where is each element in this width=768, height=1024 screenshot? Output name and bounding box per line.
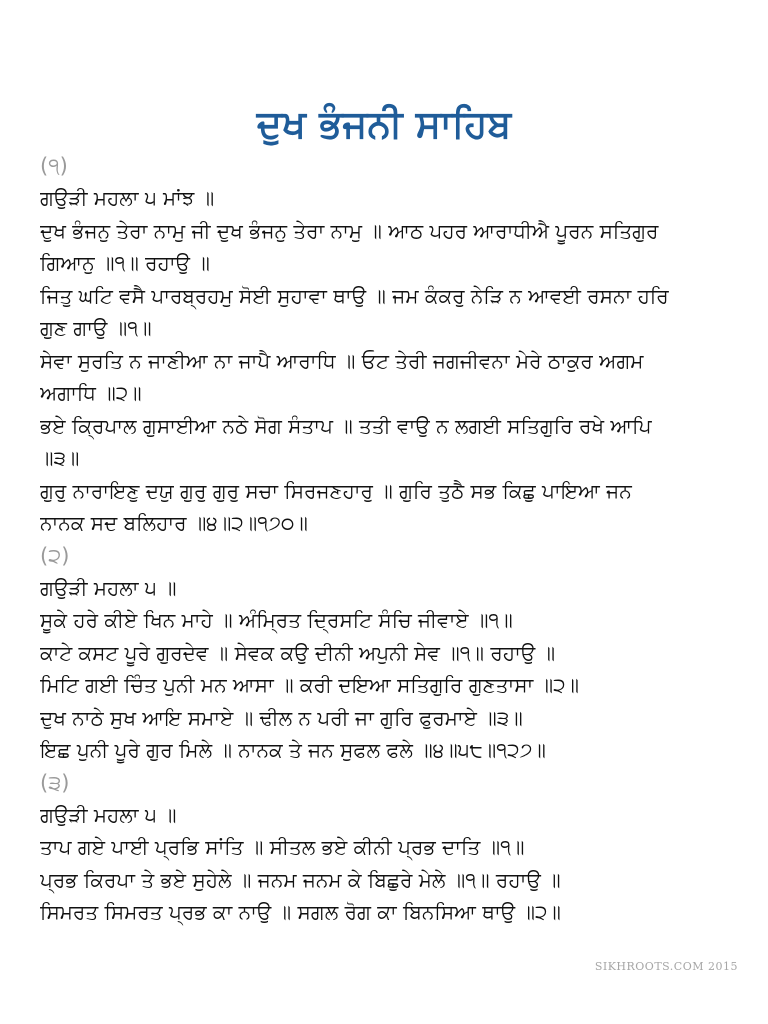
verse-line: ਇਛ ਪੁਨੀ ਪੂਰੇ ਗੁਰ ਮਿਲੇ ॥ ਨਾਨਕ ਤੇ ਜਨ ਸੁਫਲ ਫਲੇ ॥੪॥੫੮॥੧੨੭॥: [40, 738, 546, 762]
section-number: (੨): [40, 543, 70, 568]
verse-line: ॥੩॥: [40, 446, 80, 470]
verse-line: ਗਉੜੀ ਮਹਲਾ ੫ ॥: [40, 575, 177, 600]
section-number: (੧): [40, 154, 68, 178]
section-number: (੩): [40, 770, 70, 795]
verse-line: ਗਉੜੀ ਮਹਲਾ ੫ ॥: [40, 802, 177, 827]
verse-line: ਨਾਨਕ ਸਦ ਬਲਿਹਾਰ ॥੪॥੨॥੧੭੦॥: [40, 511, 308, 535]
verse-line: ਦੁਖ ਨਾਠੇ ਸੁਖ ਆਇ ਸਮਾਏ ॥ ਢੀਲ ਨ ਪਰੀ ਜਾ ਗੁਰਿ ਫੁਰਮਾਏ ॥੩॥: [40, 705, 523, 730]
verse-line: ਕਾਟੇ ਕਸਟ ਪੂਰੇ ਗੁਰਦੇਵ ॥ ਸੇਵਕ ਕਉ ਦੀਨੀ ਅਪੁਨੀ ਸੇਵ ॥੧॥ ਰਹਾਉ ॥: [40, 640, 556, 665]
verse-line: ਸੇਵਾ ਸੁਰਤਿ ਨ ਜਾਣੀਆ ਨਾ ਜਾਪੈ ਆਰਾਧਿ ॥ ਓਟ ਤੇਰੀ ਜਗਜੀਵਨਾ ਮੇਰੇ ਠਾਕੁਰ ਅਗਮ: [40, 348, 644, 373]
verse-line: ਮਿਟਿ ਗਈ ਚਿੰਤ ਪੁਨੀ ਮਨ ਆਸਾ ॥ ਕਰੀ ਦਇਆ ਸਤਿਗੁਰਿ ਗੁਣਤਾਸਾ ॥੨॥: [40, 673, 580, 697]
verse-line: ਦੁਖ ਭੰਜਨੁ ਤੇਰਾ ਨਾਮੁ ਜੀ ਦੁਖ ਭੰਜਨੁ ਤੇਰਾ ਨਾਮੁ ॥ ਆਠ ਪਹਰ ਆਰਾਧੀਐ ਪੂਰਨ ਸਤਿਗੁਰ: [40, 218, 659, 243]
verse-line: ਭਏ ਕ੍ਰਿਪਾਲ ਗੁਸਾਈਆ ਨਠੇ ਸੋਗ ਸੰਤਾਪ ॥ ਤਤੀ ਵਾਉ ਨ ਲਗਈ ਸਤਿਗੁਰਿ ਰਖੇ ਆਪਿ: [40, 413, 652, 438]
verse-line: ਜਿਤੁ ਘਟਿ ਵਸੈ ਪਾਰਬ੍ਰਹਮੁ ਸੋਈ ਸੁਹਾਵਾ ਥਾਉ ॥ ਜਮ ਕੰਕਰੁ ਨੇੜਿ ਨ ਆਵਈ ਰਸਨਾ ਹਰਿ: [40, 283, 669, 308]
hymn-section: [40, 150, 740, 540]
footer-credit: SIKHROOTS.COM 2015: [594, 960, 738, 973]
verse-line: ਗਉੜੀ ਮਹਲਾ ੫ ਮਾਂਝ ॥: [40, 186, 215, 210]
verse-line: ਤਾਪ ਗਏ ਪਾਈ ਪ੍ਰਭਿ ਸਾਂਤਿ ॥ ਸੀਤਲ ਭਏ ਕੀਨੀ ਪ੍ਰਭ ਦਾਤਿ ॥੧॥: [40, 835, 525, 859]
verse-line: ਸੂਕੇ ਹਰੇ ਕੀਏ ਖਿਨ ਮਾਹੇ ॥ ਅੰਮ੍ਰਿਤ ਦ੍ਰਿਸਟਿ ਸੰਚਿ ਜੀਵਾਏ ॥੧॥: [40, 608, 513, 632]
hymn-section: [40, 767, 740, 929]
verse-line: ਪ੍ਰਭ ਕਿਰਪਾ ਤੇ ਭਏ ਸੁਹੇਲੇ ॥ ਜਨਮ ਜਨਮ ਕੇ ਬਿਛੁਰੇ ਮੇਲੇ ॥੧॥ ਰਹਾਉ ॥: [40, 867, 561, 892]
verse-line: ਸਿਮਰਤ ਸਿਮਰਤ ਪ੍ਰਭ ਕਾ ਨਾਉ ॥ ਸਗਲ ਰੋਗ ਕਾ ਬਿਨਸਿਆ ਥਾਉ ॥੨॥: [40, 900, 561, 924]
hymn-section: [40, 540, 740, 767]
verse-line: ਗੁਰੁ ਨਾਰਾਇਣੁ ਦਯੁ ਗੁਰੁ ਗੁਰੁ ਸਚਾ ਸਿਰਜਣਹਾਰੁ ॥ ਗੁਰਿ ਤੁਠੈ ਸਭ ਕਿਛੁ ਪਾਇਆ ਜਨ: [40, 478, 632, 503]
verse-line: ਗੁਣ ਗਾਉ ॥੧॥: [40, 316, 152, 340]
page-title: ਦੁਖ ਭੰਜਨੀ ਸਾਹਿਬ: [256, 102, 512, 146]
verse-line: ਅਗਾਧਿ ॥੨॥: [40, 381, 142, 405]
hymn-content: [40, 150, 740, 929]
verse-line: ਗਿਆਨੁ ॥੧॥ ਰਹਾਉ ॥: [40, 251, 210, 275]
